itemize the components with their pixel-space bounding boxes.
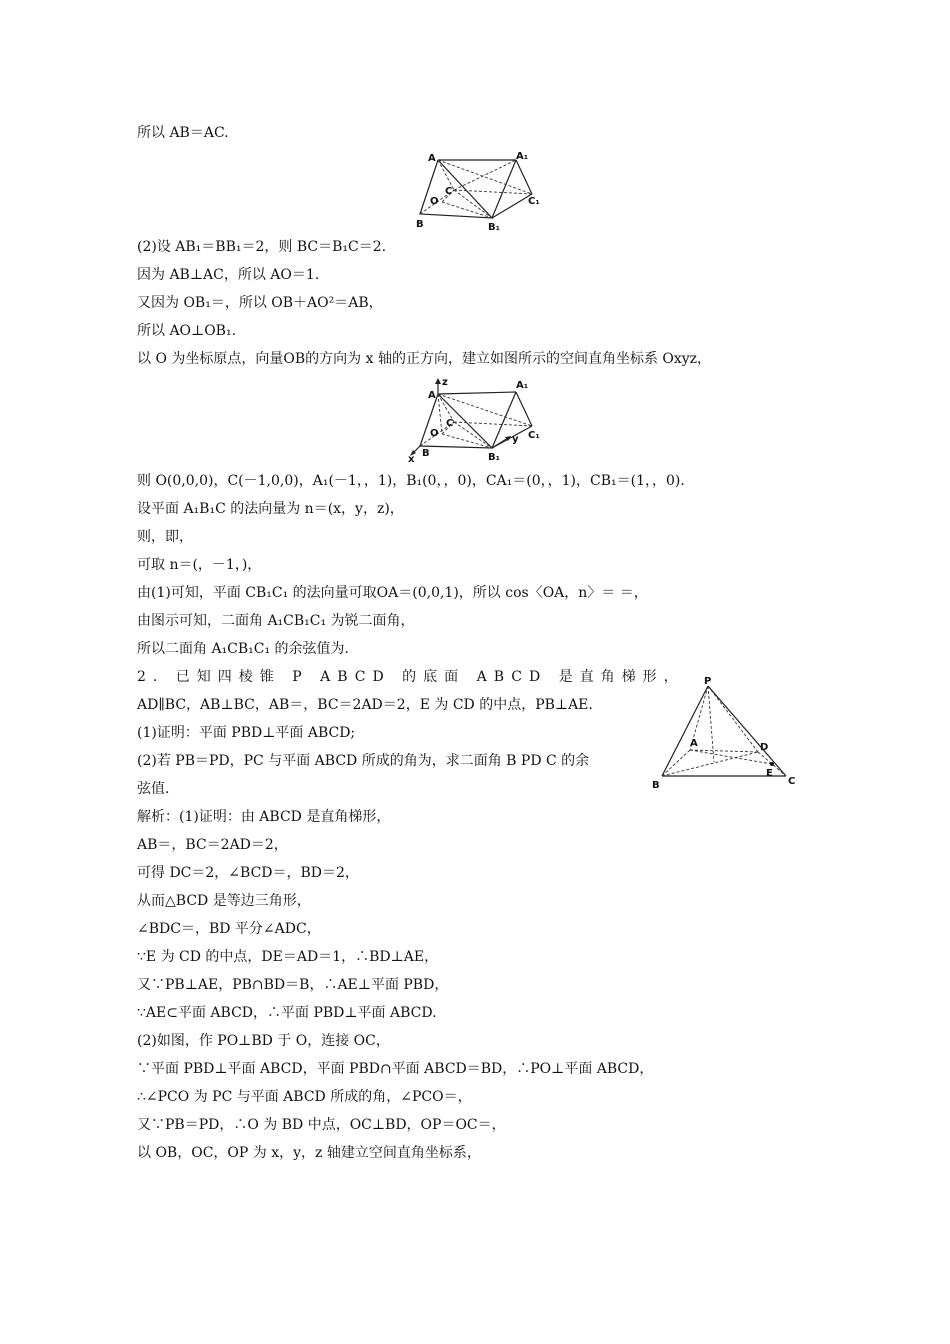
vertex-label: A [428, 153, 436, 164]
text-line: 则 O(0,0,0)，C(－1,0,0)，A₁(－1，，1)，B₁(0，，0)，CA₁＝(0，，1)，CB₁＝(1，，0). [137, 473, 685, 489]
text-line: 又∵PB⊥AE，PB∩BD＝B，∴AE⊥平面 PBD， [137, 977, 449, 993]
vertex-label: A [428, 390, 436, 401]
vertex-label: C [446, 418, 454, 429]
vertex-label: A₁ [516, 151, 529, 162]
text-line: AB＝，BC＝2AD＝2， [137, 837, 288, 853]
text-line: ∠BDC＝，BD 平分∠ADC， [137, 921, 321, 937]
vertex-label: B [422, 448, 430, 459]
prism-figure-1 [412, 150, 548, 232]
question-2: (2)若 PB＝PD，PC 与平面 ABCD 所成的角为，求二面角 B PD C 的余 [137, 753, 590, 769]
text-line: 所以二面角 A₁CB₁C₁ 的余弦值为. [137, 641, 350, 657]
vertex-label: B₁ [488, 452, 501, 463]
vertex-label: O [430, 428, 439, 439]
text-line: 以 O 为坐标原点，向量OB的方向为 x 轴的正方向，建立如图所示的空间直角坐标系 Oxyz， [137, 351, 712, 367]
vertex-label: D [760, 742, 769, 753]
text-line: 则，即， [137, 529, 193, 545]
text-line: 又因为 OB₁＝，所以 OB＋AO²＝AB， [137, 295, 383, 311]
text-line: ∵AE⊂平面 ABCD，∴平面 PBD⊥平面 ABCD. [137, 1005, 437, 1021]
vertex-label: C [445, 186, 453, 197]
text-line: 可得 DC＝2，∠BCD＝，BD＝2， [137, 865, 359, 881]
text-line: 由图示可知，二面角 A₁CB₁C₁ 为锐二面角， [137, 613, 415, 629]
text-line: 由(1)可知，平面 CB₁C₁ 的法向量可取OA＝(0,0,1)，所以 cos〈OA，n〉＝ ＝， [137, 585, 648, 601]
vertex-label: B [652, 780, 660, 791]
vertex-label: C₁ [528, 196, 540, 207]
vertex-label: P [704, 676, 712, 687]
text-line: ∴∠PCO 为 PC 与平面 ABCD 所成的角，∠PCO＝， [137, 1089, 472, 1105]
text-line: (2)如图，作 PO⊥BD 于 O，连接 OC， [137, 1033, 390, 1049]
prism-figure-2 [408, 376, 548, 464]
vertex-label: O [430, 196, 439, 207]
text-line: ∵E 为 CD 的中点，DE＝AD＝1，∴BD⊥AE， [137, 949, 439, 965]
problem-stem-line: AD∥BC，AB⊥BC，AB＝，BC＝2AD＝2，E 为 CD 的中点，PB⊥AE. [137, 697, 593, 713]
question-1: (1)证明：平面 PBD⊥平面 ABCD; [137, 725, 356, 741]
text-line: 从而△BCD 是等边三角形， [137, 893, 311, 909]
vertex-label: A [690, 738, 698, 749]
text-line: 以 OB，OC，OP 为 x，y，z 轴建立空间直角坐标系， [137, 1145, 481, 1161]
problem-stem-line: 2. 已知四棱锥 P ABCD 的底面 ABCD 是直角梯形， [137, 669, 685, 685]
text-line: ∵平面 PBD⊥平面 ABCD，平面 PBD∩平面 ABCD＝BD，∴PO⊥平面 ABCD， [137, 1061, 654, 1077]
vertex-label: C₁ [528, 430, 540, 441]
vertex-label: A₁ [516, 380, 529, 391]
text-line: 又∵PB＝PD，∴O 为 BD 中点，OC⊥BD，OP＝OC＝， [137, 1117, 506, 1133]
text-line: 解析：(1)证明：由 ABCD 是直角梯形， [137, 809, 391, 825]
text-line: 因为 AB⊥AC，所以 AO＝1. [137, 267, 320, 283]
axis-label: z [442, 377, 448, 388]
text-line: 所以 AB＝AC. [137, 125, 229, 141]
text-line: 可取 n＝(，－1，)， [137, 557, 262, 573]
vertex-label: C [788, 776, 796, 787]
axis-label: y [512, 434, 519, 445]
axis-label: x [408, 454, 415, 465]
text-line: 设平面 A₁B₁C 的法向量为 n＝(x，y，z)， [137, 501, 404, 517]
pyramid-figure [650, 676, 800, 794]
vertex-label: E [766, 768, 773, 779]
vertex-label: B₁ [488, 222, 501, 233]
text-line: (2)设 AB₁＝BB₁＝2，则 BC＝B₁C＝2. [137, 239, 387, 255]
question-2-cont: 弦值. [137, 781, 170, 797]
vertex-label: B [416, 219, 424, 230]
text-line: 所以 AO⊥OB₁. [137, 323, 237, 339]
